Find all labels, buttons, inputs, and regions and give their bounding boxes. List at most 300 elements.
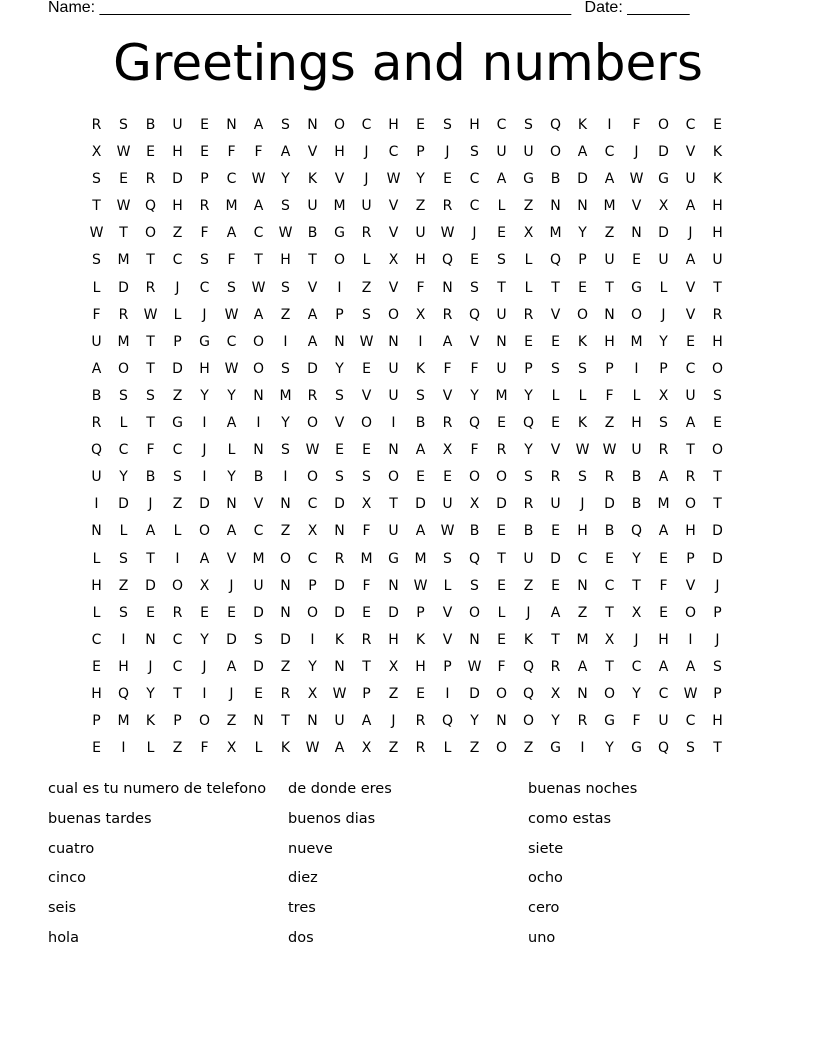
grid-letter: A — [307, 333, 318, 350]
grid-letter: E — [416, 685, 425, 702]
grid-letter: T — [389, 496, 398, 513]
grid-letter: C — [577, 550, 588, 567]
grid-letter: C — [172, 631, 183, 648]
grid-letter: Z — [469, 740, 480, 757]
grid-letter: O — [711, 442, 724, 459]
grid-letter: Z — [172, 225, 183, 242]
grid-letter: C — [496, 117, 507, 133]
grid-letter: U — [712, 252, 723, 269]
grid-letter: Y — [281, 171, 290, 188]
grid-letter: C — [172, 658, 183, 675]
grid-letter: N — [442, 279, 453, 296]
grid-letter: O — [657, 117, 670, 133]
grid-letter: O — [306, 415, 319, 432]
grid-letter: R — [496, 442, 507, 459]
grid-letter: Y — [578, 225, 587, 242]
grid-letter: M — [117, 252, 130, 269]
grid-letter: Q — [468, 415, 481, 432]
grid-letter: V — [334, 171, 345, 188]
grid-letter: W — [629, 171, 644, 188]
grid-letter: A — [442, 333, 453, 350]
grid-letter: E — [416, 117, 425, 133]
grid-letter: Y — [227, 469, 236, 486]
grid-letter: X — [388, 252, 399, 269]
grid-letter: F — [470, 442, 479, 459]
grid-letter: A — [253, 117, 264, 133]
grid-letter: R — [442, 306, 453, 323]
grid-letter: N — [604, 306, 615, 323]
grid-letter: L — [578, 387, 587, 404]
grid-letter: N — [226, 117, 237, 133]
grid-letter: F — [659, 577, 668, 594]
grid-letter: P — [335, 306, 344, 323]
grid-letter: S — [362, 469, 371, 486]
grid-letter: N — [253, 387, 264, 404]
grid-letter: E — [470, 252, 479, 269]
grid-letter: N — [307, 713, 318, 730]
grid-letter: F — [92, 306, 101, 323]
grid-letter: E — [686, 333, 695, 350]
grid-letter: R — [523, 306, 534, 323]
grid-letter: R — [172, 604, 183, 621]
grid-letter: T — [713, 496, 722, 513]
grid-letter: T — [605, 604, 614, 621]
grid-letter: Y — [632, 550, 641, 567]
grid-letter: T — [92, 198, 101, 215]
grid-letter: F — [605, 387, 614, 404]
grid-letter: E — [443, 171, 452, 188]
grid-letter: H — [631, 415, 642, 432]
grid-letter: J — [364, 171, 369, 188]
grid-letter: D — [415, 496, 426, 513]
grid-letter: G — [523, 171, 534, 188]
grid-letter: N — [145, 631, 156, 648]
grid-letter: F — [632, 713, 641, 730]
grid-letter: E — [227, 604, 236, 621]
grid-letter: S — [227, 279, 236, 296]
grid-letter: P — [659, 360, 668, 377]
grid-letter: P — [524, 360, 533, 377]
grid-letter: E — [443, 469, 452, 486]
grid-letter: Z — [172, 740, 183, 757]
grid-letter: Y — [632, 685, 641, 702]
grid-letter: I — [256, 415, 261, 432]
grid-letter: Q — [549, 117, 562, 133]
grid-letter: G — [604, 713, 615, 730]
grid-letter: J — [688, 225, 693, 242]
grid-letter: A — [685, 658, 696, 675]
grid-letter: S — [173, 469, 182, 486]
grid-letter: N — [334, 658, 345, 675]
grid-letter: D — [307, 360, 318, 377]
grid-letter: E — [551, 415, 560, 432]
grid-letter: D — [658, 225, 669, 242]
grid-letter: Q — [522, 415, 535, 432]
grid-letter: L — [173, 523, 182, 540]
grid-letter: X — [199, 577, 210, 594]
grid-letter: E — [497, 415, 506, 432]
grid-letter: U — [658, 252, 669, 269]
grid-letter: T — [713, 740, 722, 757]
grid-letter: K — [712, 171, 723, 188]
grid-letter: A — [550, 604, 561, 621]
grid-letter: L — [92, 604, 101, 621]
grid-letter: D — [712, 523, 723, 540]
grid-letter: R — [334, 550, 345, 567]
grid-letter: T — [146, 333, 155, 350]
grid-letter: W — [440, 523, 455, 540]
grid-letter: R — [523, 496, 534, 513]
grid-letter: T — [686, 442, 695, 459]
grid-letter: I — [337, 279, 342, 296]
grid-letter: Z — [388, 740, 399, 757]
grid-letter: C — [226, 171, 237, 188]
name-field-label: Name: _____________________________________________________ — [48, 0, 572, 16]
word-list-item: cual es tu numero de telefono — [48, 781, 267, 797]
grid-letter: D — [118, 496, 129, 513]
grid-letter: O — [198, 713, 211, 730]
grid-letter: L — [443, 740, 452, 757]
grid-letter: F — [200, 740, 209, 757]
grid-letter: D — [226, 631, 237, 648]
grid-letter: N — [577, 198, 588, 215]
grid-letter: S — [524, 469, 533, 486]
grid-letter: W — [602, 442, 617, 459]
grid-letter: H — [604, 333, 615, 350]
grid-letter: Y — [416, 171, 425, 188]
grid-letter: J — [148, 496, 153, 513]
grid-letter: D — [334, 496, 345, 513]
grid-letter: Q — [468, 550, 481, 567]
grid-letter: S — [470, 577, 479, 594]
grid-letter: U — [388, 387, 399, 404]
grid-letter: N — [577, 577, 588, 594]
grid-letter: A — [226, 225, 237, 242]
grid-letter: N — [388, 442, 399, 459]
grid-letter: Q — [630, 523, 643, 540]
grid-letter: A — [226, 523, 237, 540]
grid-letter: C — [253, 523, 264, 540]
grid-letter: W — [143, 306, 158, 323]
grid-letter: T — [713, 469, 722, 486]
grid-letter: H — [91, 577, 102, 594]
grid-letter: E — [524, 333, 533, 350]
grid-letter: F — [443, 360, 452, 377]
grid-letter: J — [391, 713, 396, 730]
grid-letter: I — [202, 685, 207, 702]
grid-letter: Z — [523, 577, 534, 594]
grid-letter: O — [171, 577, 184, 594]
grid-letter: C — [685, 713, 696, 730]
grid-letter: J — [364, 144, 369, 161]
grid-letter: Z — [604, 225, 615, 242]
grid-letter: E — [497, 577, 506, 594]
grid-letter: V — [550, 306, 561, 323]
grid-letter: W — [251, 171, 266, 188]
grid-letter: G — [631, 279, 642, 296]
grid-letter: T — [146, 550, 155, 567]
grid-letter: N — [334, 523, 345, 540]
grid-letter: E — [632, 252, 641, 269]
grid-letter: R — [415, 740, 426, 757]
grid-letter: R — [685, 469, 696, 486]
grid-letter: F — [227, 144, 236, 161]
grid-letter: U — [685, 387, 696, 404]
grid-letter: V — [685, 577, 696, 594]
grid-letter: T — [605, 279, 614, 296]
grid-letter: X — [307, 685, 318, 702]
grid-letter: B — [145, 469, 156, 486]
grid-letter: R — [118, 306, 129, 323]
grid-letter: A — [658, 469, 669, 486]
grid-letter: F — [416, 279, 425, 296]
grid-letter: A — [145, 523, 156, 540]
grid-letter: Y — [200, 631, 209, 648]
grid-letter: V — [307, 279, 318, 296]
grid-letter: M — [630, 333, 643, 350]
grid-letter: A — [334, 740, 345, 757]
grid-letter: Y — [335, 360, 344, 377]
grid-letter: A — [415, 523, 426, 540]
grid-letter: E — [200, 117, 209, 133]
grid-letter: C — [685, 360, 696, 377]
grid-letter: D — [280, 631, 291, 648]
grid-letter: F — [632, 117, 641, 133]
grid-letter: E — [92, 740, 101, 757]
grid-letter: M — [225, 198, 238, 215]
grid-letter: T — [362, 658, 371, 675]
grid-letter: Y — [659, 333, 668, 350]
grid-letter: U — [388, 523, 399, 540]
grid-letter: H — [334, 144, 345, 161]
grid-letter: A — [577, 144, 588, 161]
grid-letter: U — [91, 333, 102, 350]
grid-letter: V — [685, 279, 696, 296]
grid-letter: E — [200, 604, 209, 621]
grid-letter: S — [119, 604, 128, 621]
grid-letter: R — [550, 658, 561, 675]
grid-letter: D — [172, 360, 183, 377]
grid-letter: I — [121, 631, 126, 648]
word-list-item: dos — [288, 929, 314, 946]
grid-letter: G — [388, 550, 399, 567]
word-list-item: buenas noches — [528, 781, 638, 797]
grid-letter: N — [253, 442, 264, 459]
grid-letter: E — [362, 360, 371, 377]
grid-letter: Z — [523, 740, 534, 757]
grid-letter: O — [198, 523, 211, 540]
grid-letter: J — [526, 604, 531, 621]
grid-letter: I — [607, 117, 612, 133]
grid-letter: X — [631, 604, 642, 621]
grid-letter: J — [715, 577, 720, 594]
grid-letter: A — [199, 550, 210, 567]
grid-letter: P — [713, 685, 722, 702]
grid-letter: L — [362, 252, 371, 269]
grid-letter: D — [172, 171, 183, 188]
grid-letter: X — [658, 387, 669, 404]
grid-letter: M — [495, 387, 508, 404]
grid-letter: K — [577, 117, 588, 133]
grid-letter: F — [497, 658, 506, 675]
grid-letter: C — [388, 144, 399, 161]
grid-letter: Q — [549, 252, 562, 269]
grid-letter: A — [658, 658, 669, 675]
grid-letter: W — [359, 333, 374, 350]
grid-letter: M — [333, 198, 346, 215]
grid-letter: C — [658, 685, 669, 702]
grid-letter: T — [713, 279, 722, 296]
grid-letter: B — [91, 387, 102, 404]
grid-letter: F — [470, 360, 479, 377]
grid-letter: O — [387, 306, 400, 323]
grid-letter: N — [631, 225, 642, 242]
grid-letter: P — [173, 713, 182, 730]
grid-letter: Z — [172, 496, 183, 513]
grid-letter: B — [145, 117, 156, 133]
grid-letter: Z — [523, 198, 534, 215]
grid-letter: I — [121, 740, 126, 757]
grid-letter: I — [202, 415, 207, 432]
grid-letter: S — [443, 550, 452, 567]
grid-letter: H — [172, 198, 183, 215]
grid-letter: J — [202, 306, 207, 323]
grid-letter: T — [632, 577, 641, 594]
word-list-item: tres — [288, 900, 316, 917]
grid-letter: E — [362, 442, 371, 459]
grid-letter: E — [362, 604, 371, 621]
grid-letter: U — [91, 469, 102, 486]
grid-letter: E — [335, 442, 344, 459]
grid-letter: G — [172, 415, 183, 432]
grid-letter: M — [414, 550, 427, 567]
grid-letter: R — [550, 469, 561, 486]
grid-letter: Q — [657, 740, 670, 757]
grid-letter: W — [251, 279, 266, 296]
grid-letter: I — [688, 631, 693, 648]
grid-letter: Q — [441, 713, 454, 730]
grid-letter: Y — [470, 387, 479, 404]
grid-letter: M — [603, 198, 616, 215]
grid-letter: V — [388, 279, 399, 296]
grid-letter: B — [253, 469, 264, 486]
grid-letter: S — [713, 658, 722, 675]
grid-letter: P — [308, 577, 317, 594]
grid-letter: E — [416, 469, 425, 486]
grid-letter: O — [468, 604, 481, 621]
grid-letter: U — [388, 360, 399, 377]
grid-letter: L — [92, 279, 101, 296]
grid-letter: O — [468, 469, 481, 486]
grid-letter: K — [415, 631, 426, 648]
grid-letter: A — [226, 658, 237, 675]
grid-letter: O — [495, 685, 508, 702]
grid-letter: R — [415, 713, 426, 730]
grid-letter: J — [634, 144, 639, 161]
grid-letter: K — [577, 415, 588, 432]
grid-letter: S — [92, 171, 101, 188]
grid-letter: U — [631, 442, 642, 459]
grid-letter: U — [307, 198, 318, 215]
grid-letter: L — [443, 577, 452, 594]
grid-letter: O — [306, 604, 319, 621]
grid-letter: R — [442, 198, 453, 215]
grid-letter: T — [146, 415, 155, 432]
grid-letter: N — [280, 577, 291, 594]
grid-letter: J — [661, 306, 666, 323]
grid-letter: V — [253, 496, 264, 513]
grid-letter: U — [442, 496, 453, 513]
grid-letter: L — [254, 740, 263, 757]
grid-letter: N — [253, 713, 264, 730]
grid-letter: U — [523, 144, 534, 161]
grid-letter: O — [333, 252, 346, 269]
grid-letter: H — [199, 360, 210, 377]
grid-letter: U — [253, 577, 264, 594]
grid-letter: H — [712, 225, 723, 242]
grid-letter: F — [227, 252, 236, 269]
grid-letter: E — [497, 631, 506, 648]
grid-letter: M — [117, 333, 130, 350]
word-list-item: cero — [528, 900, 560, 917]
grid-letter: B — [631, 496, 642, 513]
grid-letter: O — [630, 306, 643, 323]
grid-letter: I — [283, 469, 288, 486]
grid-letter: V — [442, 604, 453, 621]
grid-letter: P — [686, 550, 695, 567]
grid-letter: E — [659, 604, 668, 621]
grid-letter: B — [523, 523, 534, 540]
grid-letter: X — [307, 523, 318, 540]
grid-letter: E — [146, 604, 155, 621]
date-field-label: Date: _______ — [584, 0, 690, 16]
grid-letter: D — [334, 577, 345, 594]
grid-letter: P — [200, 171, 209, 188]
word-list-item: como estas — [528, 810, 612, 827]
grid-letter: T — [254, 252, 263, 269]
grid-letter: C — [604, 577, 615, 594]
grid-letter: H — [388, 117, 399, 133]
grid-letter: R — [361, 225, 372, 242]
grid-letter: N — [577, 685, 588, 702]
grid-letter: D — [712, 550, 723, 567]
grid-letter: F — [362, 577, 371, 594]
grid-letter: H — [685, 523, 696, 540]
grid-letter: K — [307, 171, 318, 188]
grid-letter: M — [657, 496, 670, 513]
grid-letter: A — [253, 198, 264, 215]
grid-letter: L — [92, 550, 101, 567]
grid-letter: J — [715, 631, 720, 648]
grid-letter: C — [172, 442, 183, 459]
grid-letter: U — [658, 713, 669, 730]
grid-letter: Q — [441, 252, 454, 269]
grid-letter: B — [469, 523, 480, 540]
grid-letter: H — [415, 658, 426, 675]
grid-letter: X — [604, 631, 615, 648]
grid-letter: J — [472, 225, 477, 242]
grid-letter: T — [146, 252, 155, 269]
grid-letter: G — [658, 171, 669, 188]
grid-letter: X — [415, 306, 426, 323]
grid-letter: H — [280, 252, 291, 269]
grid-letter: K — [577, 333, 588, 350]
grid-letter: O — [549, 144, 562, 161]
grid-letter: W — [278, 225, 293, 242]
grid-letter: T — [551, 279, 560, 296]
grid-letter: L — [524, 279, 533, 296]
grid-letter: Q — [468, 306, 481, 323]
